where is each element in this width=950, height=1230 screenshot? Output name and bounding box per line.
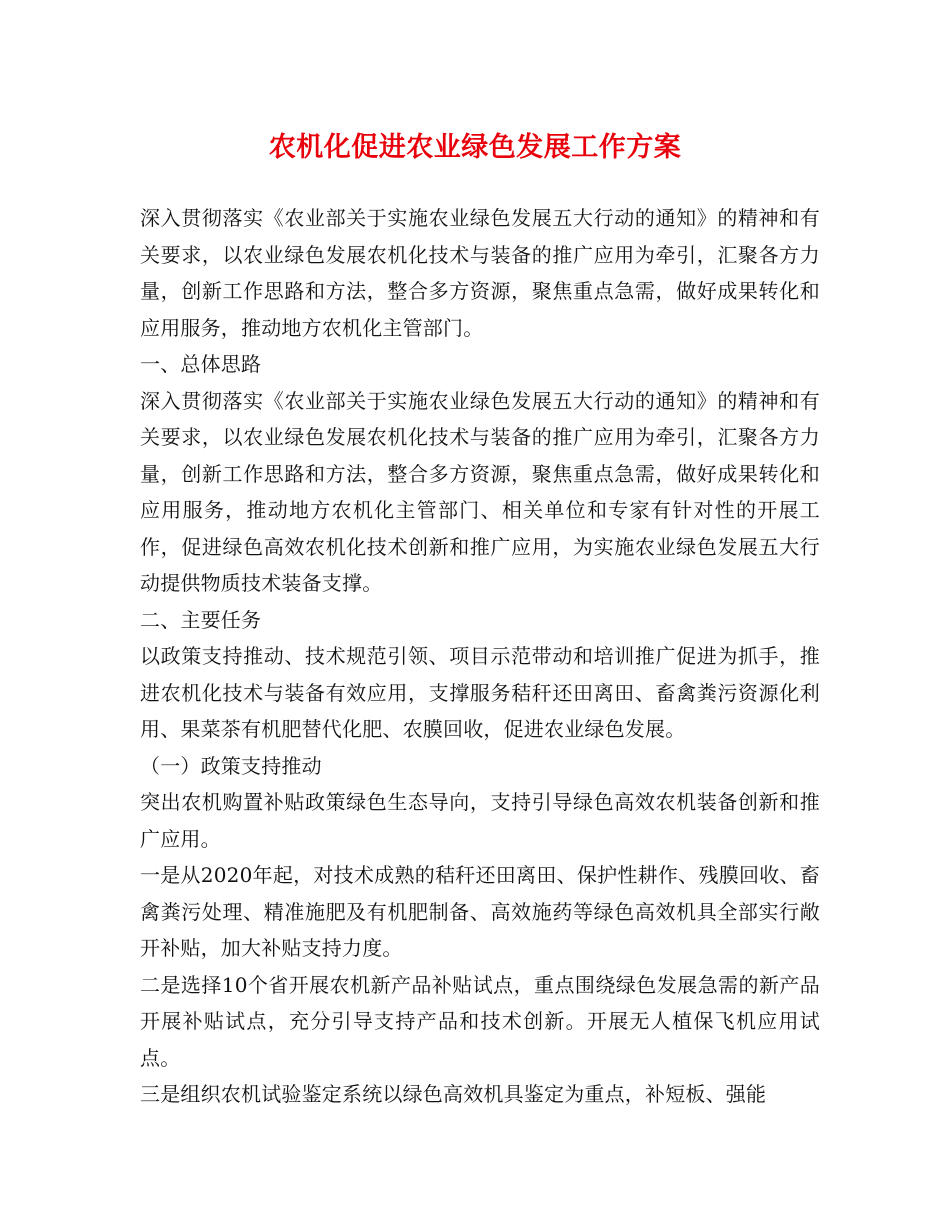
paragraph-policy-support: 突出农机购置补贴政策绿色生态导向，支持引导绿色高效农机装备创新和推广应用。 xyxy=(140,790,820,851)
paragraph-item-three: 三是组织农机试验鉴定系统以绿色高效机具鉴定为重点，补短板、强能 xyxy=(140,1082,767,1106)
document-title: 农机化促进农业绿色发展工作方案 xyxy=(268,132,682,163)
document-body xyxy=(140,200,820,1113)
paragraph-main-tasks: 以政策支持推动、技术规范引领、项目示范带动和培训推广促进为抓手，推进农机化技术与装备有效应用，支撑服务秸秆还田离田、畜禽粪污资源化利用、果菜茶有机肥替代化肥、农膜回收，促进农业绿色发展。 xyxy=(140,644,820,741)
subsection-heading-policy-support: （一）政策支持推动 xyxy=(140,753,322,778)
paragraph-overall-approach: 深入贯彻落实《农业部关于实施农业绿色发展五大行动的通知》的精神和有关要求，以农业绿色发展农机化技术与装备的推广应用为牵引，汇聚各方力量，创新工作思路和方法，整合多方资源，聚焦重点急需，做好成果转化和应用服务，推动地方农机化主管部门、相关单位和专家有针对性的开展工作，促进绿色高效农机化技术创新和推广应用，为实施农业绿色发展五大行动提供物质技术装备支撑。 xyxy=(140,388,820,595)
paragraph-item-two: 二是选择10个省开展农机新产品补贴试点，重点围绕绿色发展急需的新产品开展补贴试点，充分引导支持产品和技术创新。开展无人植保飞机应用试点。 xyxy=(140,972,820,1070)
section-heading-main-tasks: 二、主要任务 xyxy=(140,607,262,632)
section-heading-overall-approach: 一、总体思路 xyxy=(140,352,262,376)
paragraph-intro: 深入贯彻落实《农业部关于实施农业绿色发展五大行动的通知》的精神和有关要求，以农业绿色发展农机化技术与装备的推广应用为牵引，汇聚各方力量，创新工作思路和方法，整合多方资源，聚焦重点急需，做好成果转化和应用服务，推动地方农机化主管部门。 xyxy=(140,206,820,340)
paragraph-item-one: 一是从2020年起，对技术成熟的秸秆还田离田、保护性耕作、残膜回收、畜禽粪污处理、精准施肥及有机肥制备、高效施药等绿色高效机具全部实行敞开补贴，加大补贴支持力度。 xyxy=(140,863,820,960)
